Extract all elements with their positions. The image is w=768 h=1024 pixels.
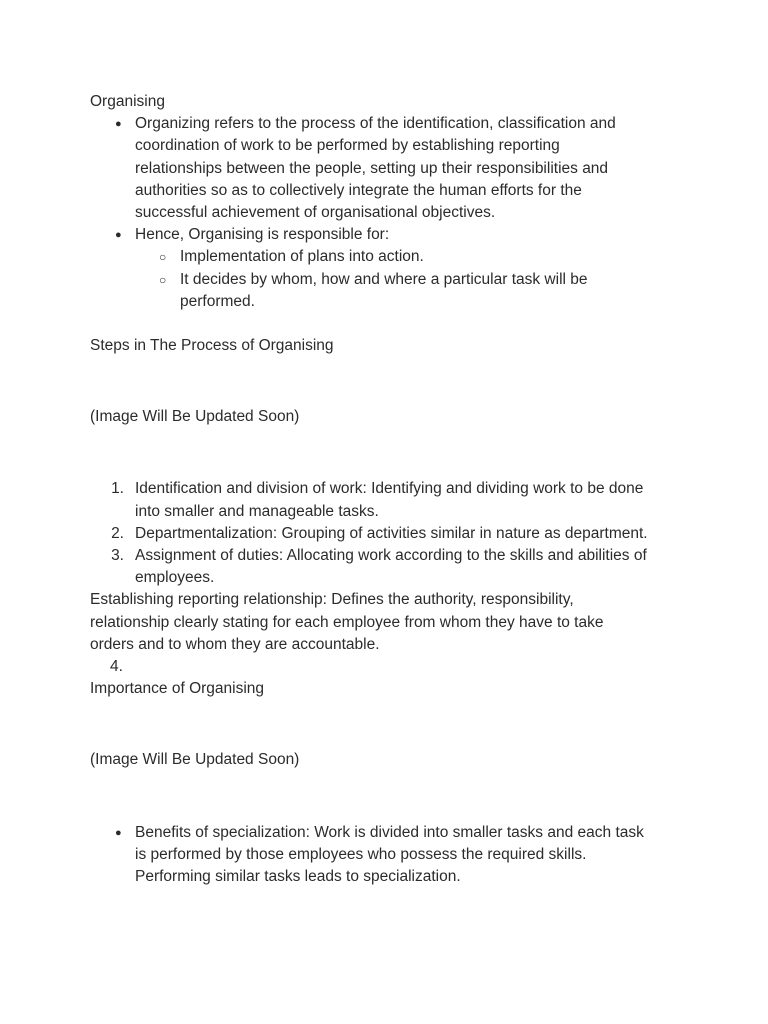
bullet-icon: ● xyxy=(115,826,122,839)
paragraph-line: orders and to whom they are accountable. xyxy=(90,635,380,653)
list-item-text: Hence, Organising is responsible for: xyxy=(135,226,390,244)
organising-sub-list xyxy=(90,246,690,313)
paragraph-reporting-relationship xyxy=(90,589,690,656)
list-item-text: employees. xyxy=(135,569,215,587)
list-item xyxy=(90,478,690,522)
importance-bullet-list xyxy=(90,822,690,889)
sub-list-item-text: It decides by whom, how and where a particular task will be xyxy=(180,270,588,288)
list-item xyxy=(90,113,690,224)
organising-bullet-list xyxy=(90,113,690,246)
list-item-text: Performing similar tasks leads to specialization. xyxy=(135,868,461,886)
section-heading-organising: Organising xyxy=(90,93,165,110)
list-item-text: authorities so as to collectively integrate the human efforts for the xyxy=(135,181,582,199)
sub-list-item xyxy=(90,246,690,268)
section-heading-importance: Importance of Organising xyxy=(90,680,265,698)
bullet-icon: ● xyxy=(115,229,122,242)
list-number: 3. xyxy=(111,547,124,565)
list-item xyxy=(90,822,690,889)
list-item-text: successful achievement of organisational objectives. xyxy=(135,204,496,222)
list-item xyxy=(90,224,690,246)
list-number: 4. xyxy=(110,658,123,676)
sub-list-item-text: Implementation of plans into action. xyxy=(180,248,424,266)
list-item-text: Identification and division of work: Identifying and dividing work to be done xyxy=(135,480,644,498)
steps-numbered-list xyxy=(90,478,690,589)
section-heading-steps: Steps in The Process of Organising xyxy=(90,337,334,355)
list-item-text: Organizing refers to the process of the identification, classification and xyxy=(135,115,616,133)
bullet-icon: ● xyxy=(115,118,122,131)
paragraph-line: Establishing reporting relationship: Defines the authority, responsibility, xyxy=(90,591,574,609)
circle-bullet-icon: ○ xyxy=(159,272,167,287)
list-item-text: relationships between the people, setting up their responsibilities and xyxy=(135,159,609,177)
image-placeholder-steps: (Image Will Be Updated Soon) xyxy=(90,408,300,426)
list-number: 1. xyxy=(111,480,124,498)
list-item-text: coordination of work to be performed by establishing reporting xyxy=(135,137,560,155)
list-item-text: Benefits of specialization: Work is divided into smaller tasks and each task xyxy=(135,823,644,841)
list-item-text: is performed by those employees who possess the required skills. xyxy=(135,845,587,863)
document-page xyxy=(90,91,690,888)
list-item-text: Departmentalization: Grouping of activities similar in nature as department. xyxy=(135,524,648,542)
sub-list-item xyxy=(90,269,690,313)
list-item-text: into smaller and manageable tasks. xyxy=(135,502,379,520)
sub-list-item-text: performed. xyxy=(180,292,255,310)
image-placeholder-importance: (Image Will Be Updated Soon) xyxy=(90,751,300,769)
paragraph-line: relationship clearly stating for each employee from whom they have to take xyxy=(90,613,604,631)
list-number: 2. xyxy=(111,524,124,542)
list-item-text: Assignment of duties: Allocating work according to the skills and abilities of xyxy=(135,547,647,565)
list-item xyxy=(90,523,690,545)
circle-bullet-icon: ○ xyxy=(159,250,167,265)
list-item xyxy=(90,545,690,589)
